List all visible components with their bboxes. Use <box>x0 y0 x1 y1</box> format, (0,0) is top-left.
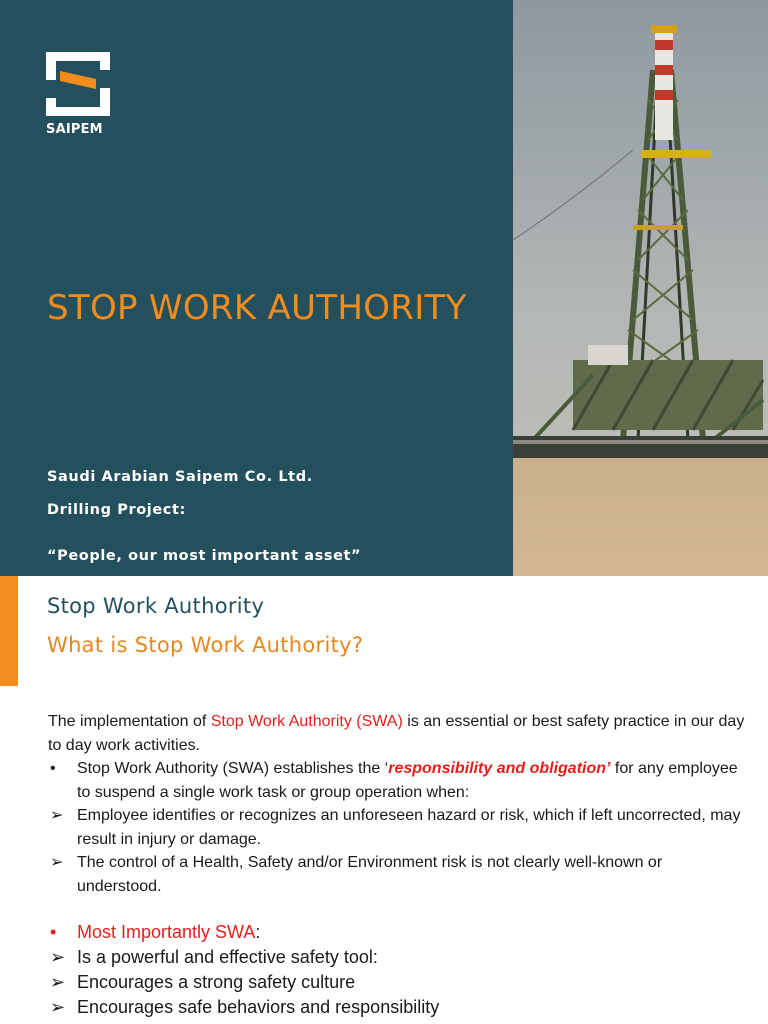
tagline: “People, our most important asset” <box>47 548 362 564</box>
spacer <box>48 898 748 920</box>
drilling-rig-photo <box>513 0 768 576</box>
intro-text-1: The implementation of <box>48 713 211 730</box>
most-importantly-colon: : <box>255 922 261 942</box>
arrow-marker: ➢ <box>50 972 66 992</box>
content-slide <box>0 576 768 1024</box>
swa-point <box>48 995 748 1020</box>
bullet-text-2: for any employee to suspend a single work task or group operation when: <box>77 760 738 801</box>
saipem-logo-mark <box>46 52 110 116</box>
project-label: Drilling Project: <box>47 502 186 518</box>
bullet-highlight: responsibility and obligation’ <box>388 760 611 777</box>
swa-point <box>48 970 748 995</box>
condition-item <box>48 804 748 851</box>
company-name: Saudi Arabian Saipem Co. Ltd. <box>47 469 313 485</box>
accent-bar <box>0 576 18 686</box>
condition-text: Employee identifies or recognizes an unforeseen hazard or risk, which if left uncorrected, may result in injury or damage. <box>77 807 741 848</box>
condition-text: The control of a Health, Safety and/or Environment risk is not clearly well-known or understood. <box>77 854 663 895</box>
arrow-marker: ➢ <box>50 807 64 824</box>
title-panel <box>0 0 513 576</box>
arrow-marker: ➢ <box>50 854 64 871</box>
saipem-logo-text: SAIPEM <box>46 122 103 137</box>
swa-point-text: Encourages safe behaviors and responsibility <box>77 997 440 1017</box>
swa-point-text: Encourages a strong safety culture <box>77 972 356 992</box>
most-importantly-heading <box>48 920 748 945</box>
saipem-logo <box>46 52 112 137</box>
arrow-marker: ➢ <box>50 997 66 1017</box>
condition-item <box>48 851 748 898</box>
intro-highlight: Stop Work Authority (SWA) <box>210 713 403 730</box>
most-importantly-label: Most Importantly SWA <box>77 922 256 942</box>
swa-point <box>48 945 748 970</box>
bullet-marker: • <box>50 922 57 942</box>
bullet-text-1: Stop Work Authority (SWA) establishes the ‘ <box>77 760 389 777</box>
intro-paragraph <box>48 710 748 757</box>
slide-subtitle: What is Stop Work Authority? <box>47 633 364 657</box>
intro-text-2: is an essential or best safety practice in our day to day work activities. <box>48 713 745 754</box>
slide-title: Stop Work Authority <box>47 594 265 618</box>
bullet-marker: • <box>50 760 56 777</box>
swa-point-text: Is a powerful and effective safety tool: <box>77 947 378 967</box>
slide-body <box>48 710 748 1020</box>
swa-bullet <box>48 757 748 804</box>
cover-title: STOP WORK AUTHORITY <box>47 288 467 328</box>
arrow-marker: ➢ <box>50 947 66 967</box>
